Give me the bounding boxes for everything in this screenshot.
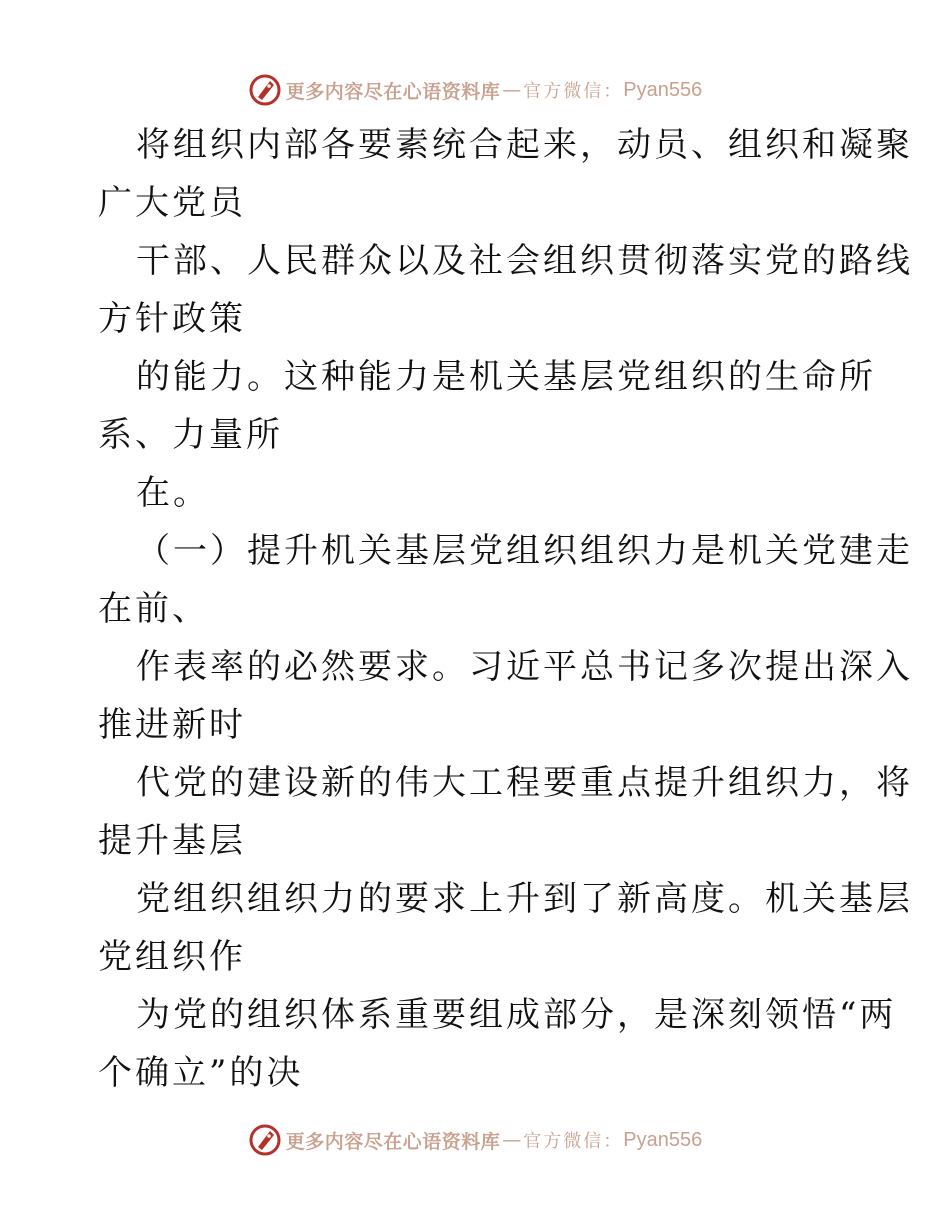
pen-nib-circle-icon [248, 1123, 282, 1157]
banner-title: 更多内容尽在心语资料库 [285, 80, 501, 103]
text-line: 为党的组织体系重要组成部分，是深刻领悟“两 [136, 995, 897, 1035]
banner-subtitle: 官方微信： [523, 1131, 624, 1152]
banner-dash: — [502, 1129, 522, 1151]
text-line: 在。 [136, 473, 210, 513]
text-line: 作表率的必然要求。习近平总书记多次提出深入 [136, 647, 913, 687]
text-line: 推进新时 [98, 705, 246, 745]
banner-subtitle: 官方微信： [523, 81, 624, 102]
text-line: 将组织内部各要素统合起来，动员、组织和凝聚 [136, 125, 913, 165]
text-line: 的能力。这种能力是机关基层党组织的生命所 [136, 357, 876, 397]
text-line: 提升基层 [98, 821, 246, 861]
text-line: 在前、 [98, 589, 209, 629]
text-line: 广大党员 [98, 183, 246, 223]
banner-wechat-id: Pyan556 [623, 78, 703, 101]
banner-dash: — [502, 79, 522, 101]
banner-title: 更多内容尽在心语资料库 [285, 1130, 501, 1153]
text-line: 系、力量所 [98, 415, 283, 455]
text-line: 党组织作 [98, 937, 246, 977]
text-line: 方针政策 [98, 299, 246, 339]
text-line: 代党的建设新的伟大工程要重点提升组织力，将 [136, 763, 913, 803]
text-line: 个确立”的决 [98, 1053, 304, 1093]
text-line: 党组织组织力的要求上升到了新高度。机关基层 [136, 879, 913, 919]
text-line: 干部、人民群众以及社会组织贯彻落实党的路线 [136, 241, 913, 281]
section-heading: （一）提升机关基层党组织组织力是机关党建走 [136, 531, 913, 571]
banner-wechat-id: Pyan556 [623, 1128, 703, 1151]
header-banner [0, 70, 950, 110]
pen-nib-circle-icon [248, 73, 282, 107]
document-body [98, 116, 913, 1102]
footer-banner [0, 1120, 950, 1160]
